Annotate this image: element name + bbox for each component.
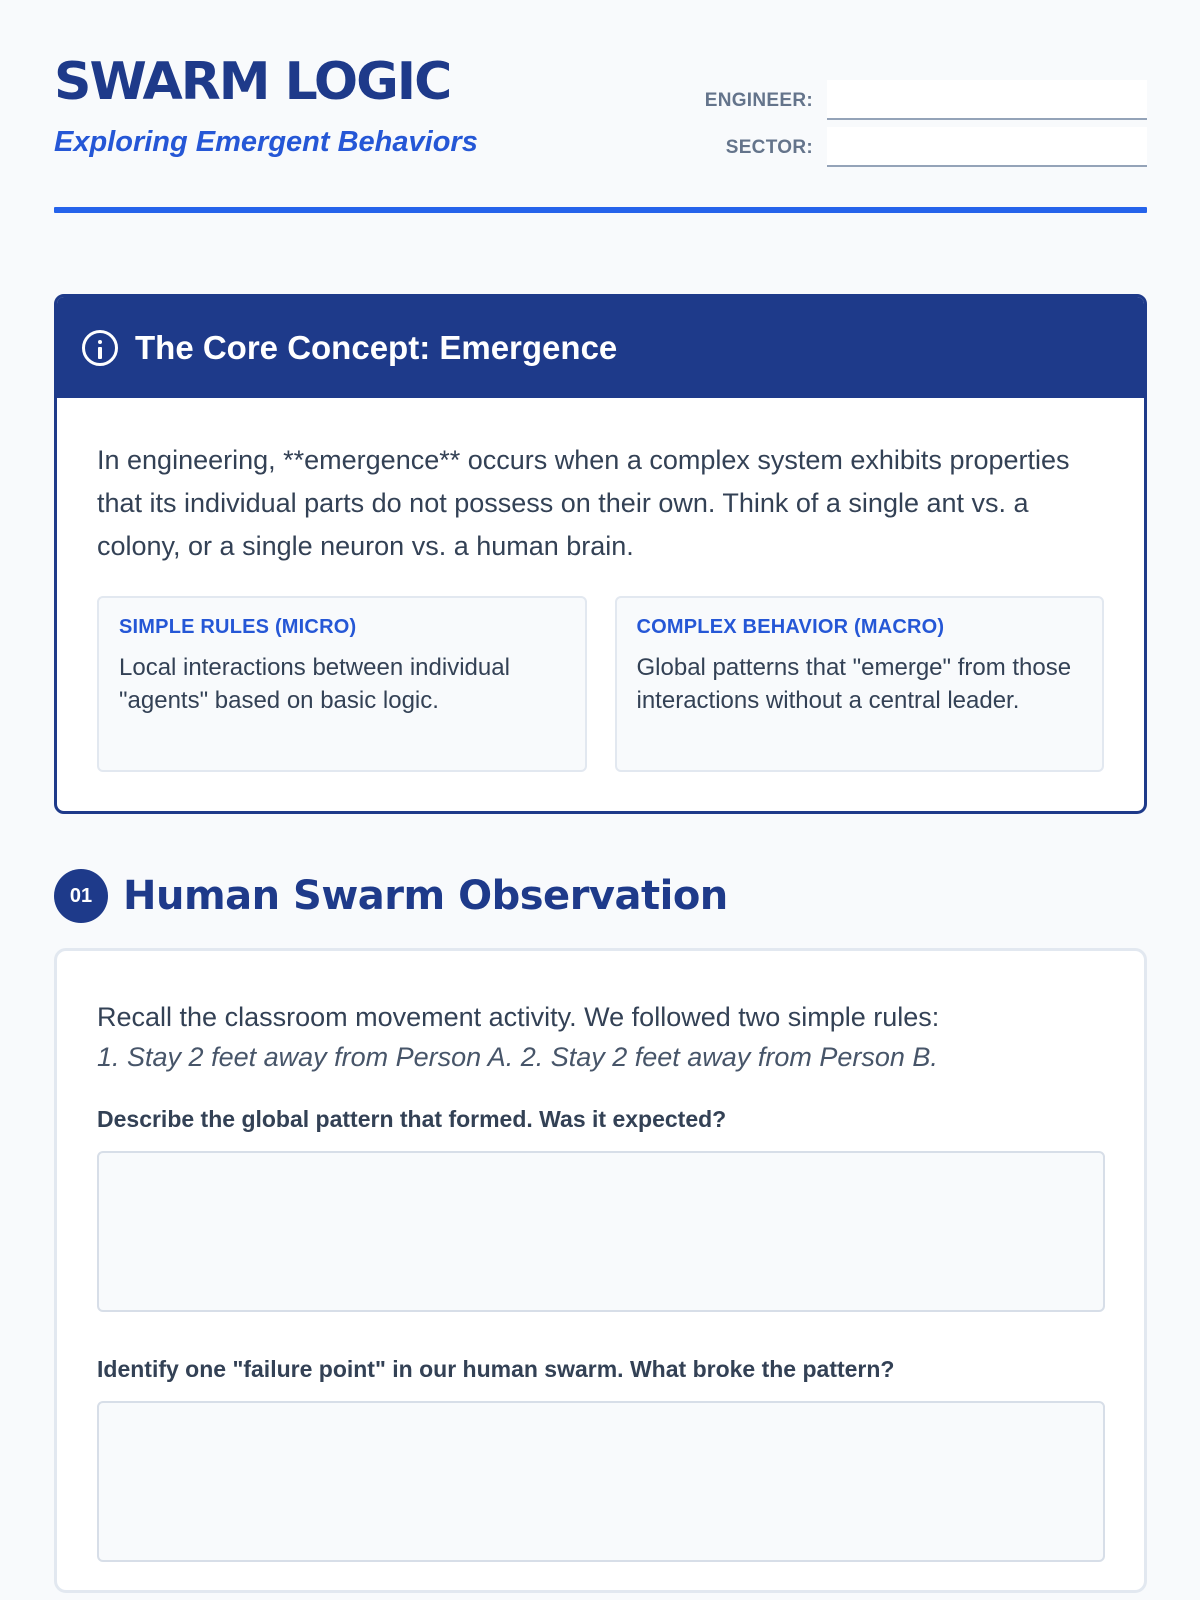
engineer-input[interactable] [827, 80, 1147, 120]
sector-label: SECTOR: [725, 137, 813, 158]
core-concept-title: The Core Concept: Emergence [135, 328, 618, 366]
question-2-label: Identify one "failure point" in our human swarm. What broke the pattern? [97, 1356, 895, 1382]
macro-behavior-text: Global patterns that "emerge" from those interactions without a central leader. [636, 654, 1072, 714]
section-01-card [54, 948, 1147, 1593]
page-subtitle: Exploring Emergent Behaviors [54, 126, 478, 158]
section-number-badge: 01 [54, 869, 108, 923]
core-concept-header [57, 297, 1144, 398]
engineer-label: ENGINEER: [704, 90, 813, 111]
sector-input[interactable] [827, 127, 1147, 167]
engineer-field-row [677, 80, 1147, 120]
worksheet-page [54, 0, 1147, 1382]
macro-behavior-title: COMPLEX BEHAVIOR (MACRO) [636, 616, 945, 638]
info-icon [82, 330, 118, 366]
question-1-label: Describe the global pattern that formed. Was it expected? [97, 1106, 727, 1132]
sector-field-row [677, 127, 1147, 167]
question-1-answer[interactable] [97, 1151, 1105, 1312]
header-divider [54, 207, 1147, 213]
worksheet-header [54, 0, 1147, 214]
activity-recall-text: Recall the classroom movement activity. We followed two simple rules: [97, 1002, 940, 1032]
micro-rules-box [97, 596, 587, 772]
question-2-answer[interactable] [97, 1401, 1105, 1562]
macro-behavior-box [615, 596, 1105, 772]
micro-rules-title: SIMPLE RULES (MICRO) [119, 616, 357, 638]
core-concept-body [57, 398, 1144, 772]
activity-rules-text: 1. Stay 2 feet away from Person A. 2. Stay 2 feet away from Person B. [97, 1042, 938, 1072]
concept-comparison [97, 596, 1104, 772]
page-title: SWARM LOGIC [54, 52, 451, 112]
section-01-heading [54, 869, 728, 923]
micro-rules-text: Local interactions between individual "agents" based on basic logic. [119, 654, 510, 714]
section-title: Human Swarm Observation [123, 873, 728, 919]
core-concept-card [54, 294, 1147, 814]
core-concept-text: In engineering, **emergence** occurs when a complex system exhibits properties that its individual parts do not possess on their own. Think of a single ant vs. a colony, or a single neuron vs. a human brain. [97, 445, 1070, 561]
